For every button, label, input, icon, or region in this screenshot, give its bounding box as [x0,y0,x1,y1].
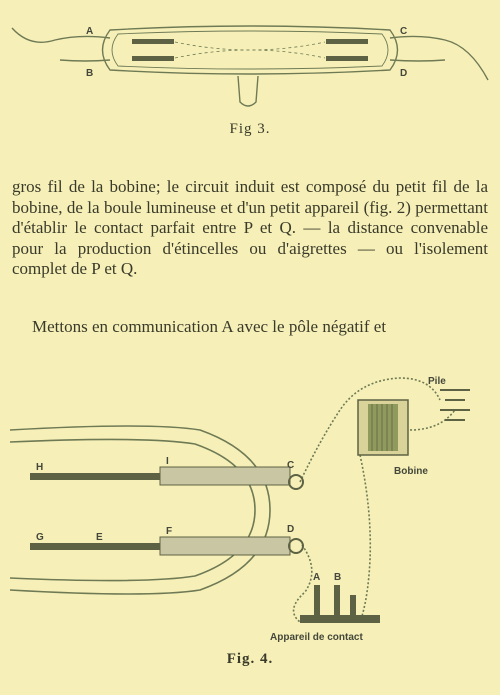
fig4-label-contact-b: B [334,572,342,583]
fig4-label-i: I [166,456,169,467]
fig4-label-d: D [287,524,295,535]
fig4-label-f: F [166,526,173,537]
body-paragraph-1: gros fil de la bobine; le circuit induit est composé du petit fil de la bobine, de la boule lumineuse et d'un petit appareil (fig. 2) permettant d'établir le contact parfait entre P et Q. — la distance convenable pour la production d'étincelles ou d'aigrettes — ou l'isolement complet de P et Q. [12,177,488,278]
figure-4-caption: Fig. 4. [226,651,274,667]
fig4-label-e: E [96,532,103,543]
fig4-label-bobine: Bobine [394,466,428,477]
fig4-label-contact-a: A [313,572,321,583]
body-paragraph-2: Mettons en communication A avec le pôle négatif et [32,317,387,336]
fig3-label-a: A [86,26,94,37]
fig4-label-c: C [287,460,295,471]
fig4-label-pile: Pile [428,376,446,387]
figure-3-illustration [0,0,500,120]
figure-4-illustration [0,360,500,650]
fig4-label-g: G [36,532,44,543]
figure-3-caption: Fig 3. [229,121,271,137]
fig3-label-b: B [86,68,94,79]
fig3-label-c: C [400,26,408,37]
fig4-label-appareil: Appareil de contact [270,632,363,643]
fig3-label-d: D [400,68,408,79]
fig4-label-h: H [36,462,44,473]
